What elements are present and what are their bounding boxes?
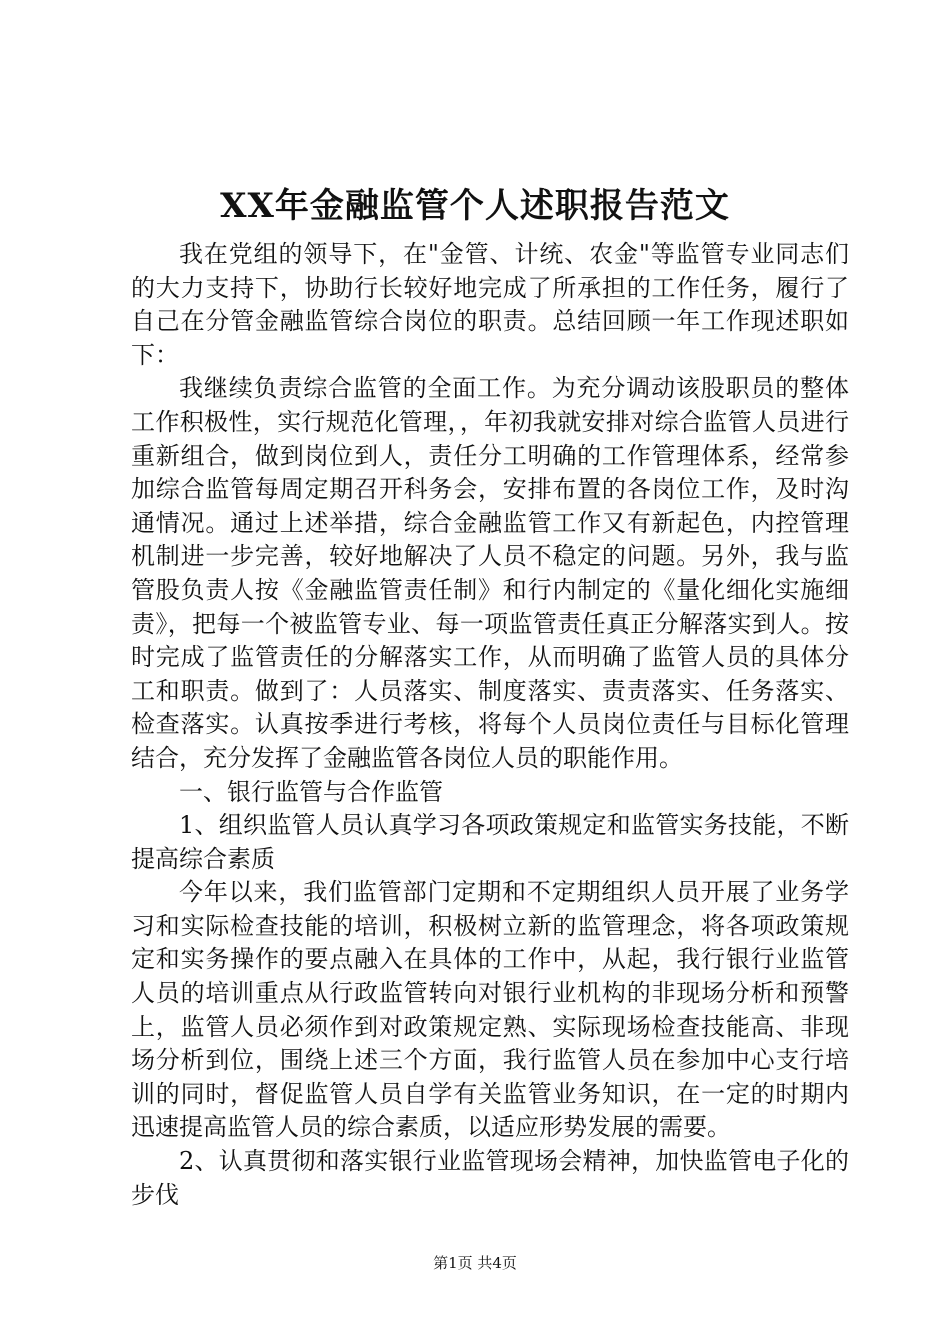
training-paragraph: 今年以来，我们监管部门定期和不定期组织人员开展了业务学习和实际检查技能的培训，积极树立新的监管理念，将各项政策规定和实务操作的要点融入在具体的工作中，从起，我行银行业监管人员的培训重点从行政监管转向对银行业机构的非现场分析和预警上，监管人员必须作到对政策规定熟、实际现场检查技能高、非现场分析到位，围绕上述三个方面，我行监管人员在参加中心支行培训的同时，督促监管人员自学有关监管业务知识，在一定的时期内迅速提高监管人员的综合素质，以适应形势发展的需要。 [131,878,849,1142]
intro-paragraph: 我在党组的领导下，在"金管、计统、农金"等监管专业同志们的大力支持下，协助行长较好地完成了所承担的工作任务，履行了自己在分管金融监管综合岗位的职责。总结回顾一年工作现述职如下： [131,240,849,369]
responsibility-paragraph: 我继续负责综合监管的全面工作。为充分调动该股职员的整体工作积极性，实行规范化管理，，年初我就安排对综合监管人员进行重新组合，做到岗位到人，责任分工明确的工作管理体系，经常参加综合监管每周定期召开科务会，安排布置的各岗位工作，及时沟通情况。通过上述举措，综合金融监管工作又有新起色，内控管理机制进一步完善，较好地解决了人员不稳定的问题。另外，我与监管股负责人按《金融监管责任制》和行内制定的《量化细化实施细责》，把每一个被监管专业、每一项监管责任真正分解落实到人。按时完成了监管责任的分解落实工作，从而明确了监管人员的具体分工和职责。做到了：人员落实、制度落实、责责落实、任务落实、检查落实。认真按季进行考核，将每个人员岗位责任与目标化管理结合，充分发挥了金融监管各岗位人员的职能作用。 [131,374,849,772]
subsection-heading-2: 2、认真贯彻和落实银行业监管现场会精神，加快监管电子化的步伐 [131,1147,849,1209]
document-body [131,238,849,1212]
page-footer: 第1页 共4页 [433,1254,517,1272]
subsection-heading-1: 1、组织监管人员认真学习各项政策规定和监管实务技能，不断提高综合素质 [131,811,849,873]
document-title: XX年金融监管个人述职报告范文 [220,186,730,226]
section-heading: 一、银行监管与合作监管 [179,777,443,806]
